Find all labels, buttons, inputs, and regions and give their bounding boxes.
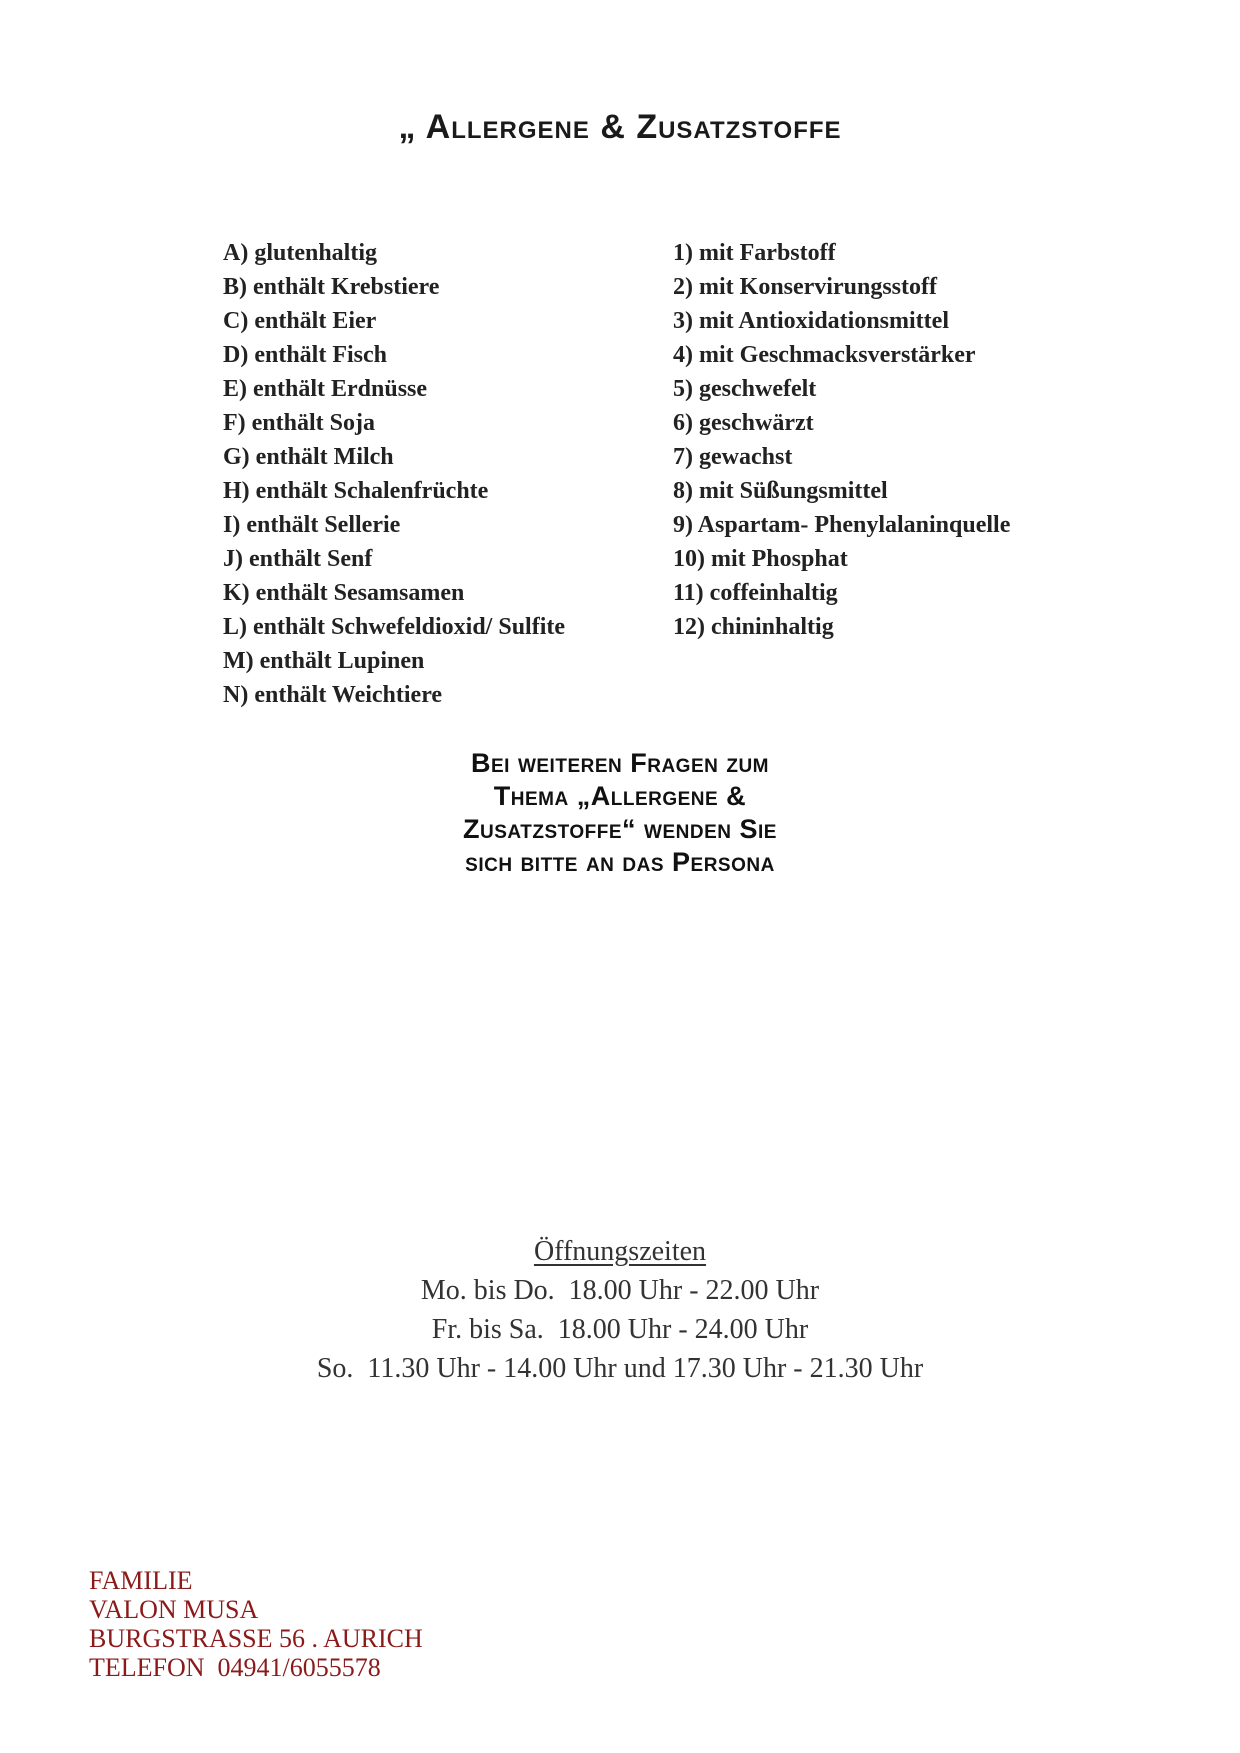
additive-item: 2) mit Konservirungsstoff xyxy=(673,274,937,300)
additive-item: 9) Aspartam- Phenylalaninquelle xyxy=(673,512,1011,538)
allergen-item: L) enthält Schwefeldioxid/ Sulfite xyxy=(223,614,566,640)
contact-line: FAMILIE xyxy=(89,1566,193,1595)
allergen-item: I) enthält Sellerie xyxy=(223,512,401,538)
allergen-item: N) enthält Weichtiere xyxy=(223,682,443,708)
additive-item: 10) mit Phosphat xyxy=(673,546,848,572)
allergen-item: E) enthält Erdnüsse xyxy=(223,376,428,402)
additive-item: 6) geschwärzt xyxy=(673,410,814,436)
allergen-item: M) enthält Lupinen xyxy=(223,648,425,674)
contact-block xyxy=(89,1566,423,1682)
allergen-item: C) enthält Eier xyxy=(223,308,377,334)
allergen-list xyxy=(223,236,565,712)
notice-line: sich bitte an das Persona xyxy=(465,847,775,877)
allergen-item: J) enthält Senf xyxy=(223,546,373,572)
notice-line: Thema „Allergene & xyxy=(493,781,747,811)
allergen-item: F) enthält Soja xyxy=(223,410,375,436)
allergen-item: K) enthält Sesamsamen xyxy=(223,580,465,606)
notice-line: Bei weiteren Fragen zum xyxy=(471,748,769,778)
additive-item: 3) mit Antioxidationsmittel xyxy=(673,308,949,334)
contact-line: VALON MUSA xyxy=(89,1595,259,1624)
allergen-item: G) enthält Milch xyxy=(223,444,394,470)
allergen-item: H) enthält Schalenfrüchte xyxy=(223,478,489,504)
allergen-item: D) enthält Fisch xyxy=(223,342,387,368)
additive-list xyxy=(673,236,1010,644)
staff-notice xyxy=(320,747,920,879)
additive-item: 8) mit Süßungsmittel xyxy=(673,478,888,504)
contact-line: BURGSTRASSE 56 . AURICH xyxy=(89,1624,423,1653)
opening-hours xyxy=(0,1232,1240,1388)
additive-item: 11) coffeinhaltig xyxy=(673,580,838,606)
opening-hours-line: Mo. bis Do. 18.00 Uhr - 22.00 Uhr xyxy=(420,1275,820,1306)
page-title: „ Allergene & Zusatzstoffe xyxy=(398,108,842,146)
additive-item: 1) mit Farbstoff xyxy=(673,240,836,266)
additive-item: 4) mit Geschmacksverstärker xyxy=(673,342,976,368)
additive-item: 5) geschwefelt xyxy=(673,376,817,402)
notice-line: Zusatzstoffe“ wenden Sie xyxy=(463,814,777,844)
additive-item: 12) chininhaltig xyxy=(673,614,834,640)
opening-hours-heading: Öffnungszeiten xyxy=(533,1236,707,1267)
additive-item: 7) gewachst xyxy=(673,444,793,470)
allergen-item: A) glutenhaltig xyxy=(223,240,378,266)
contact-line: TELEFON 04941/6055578 xyxy=(89,1653,381,1682)
opening-hours-line: Fr. bis Sa. 18.00 Uhr - 24.00 Uhr xyxy=(431,1314,809,1345)
allergen-item: B) enthält Krebstiere xyxy=(223,274,440,300)
opening-hours-line: So. 11.30 Uhr - 14.00 Uhr und 17.30 Uhr - 21.30 Uhr xyxy=(316,1353,924,1384)
